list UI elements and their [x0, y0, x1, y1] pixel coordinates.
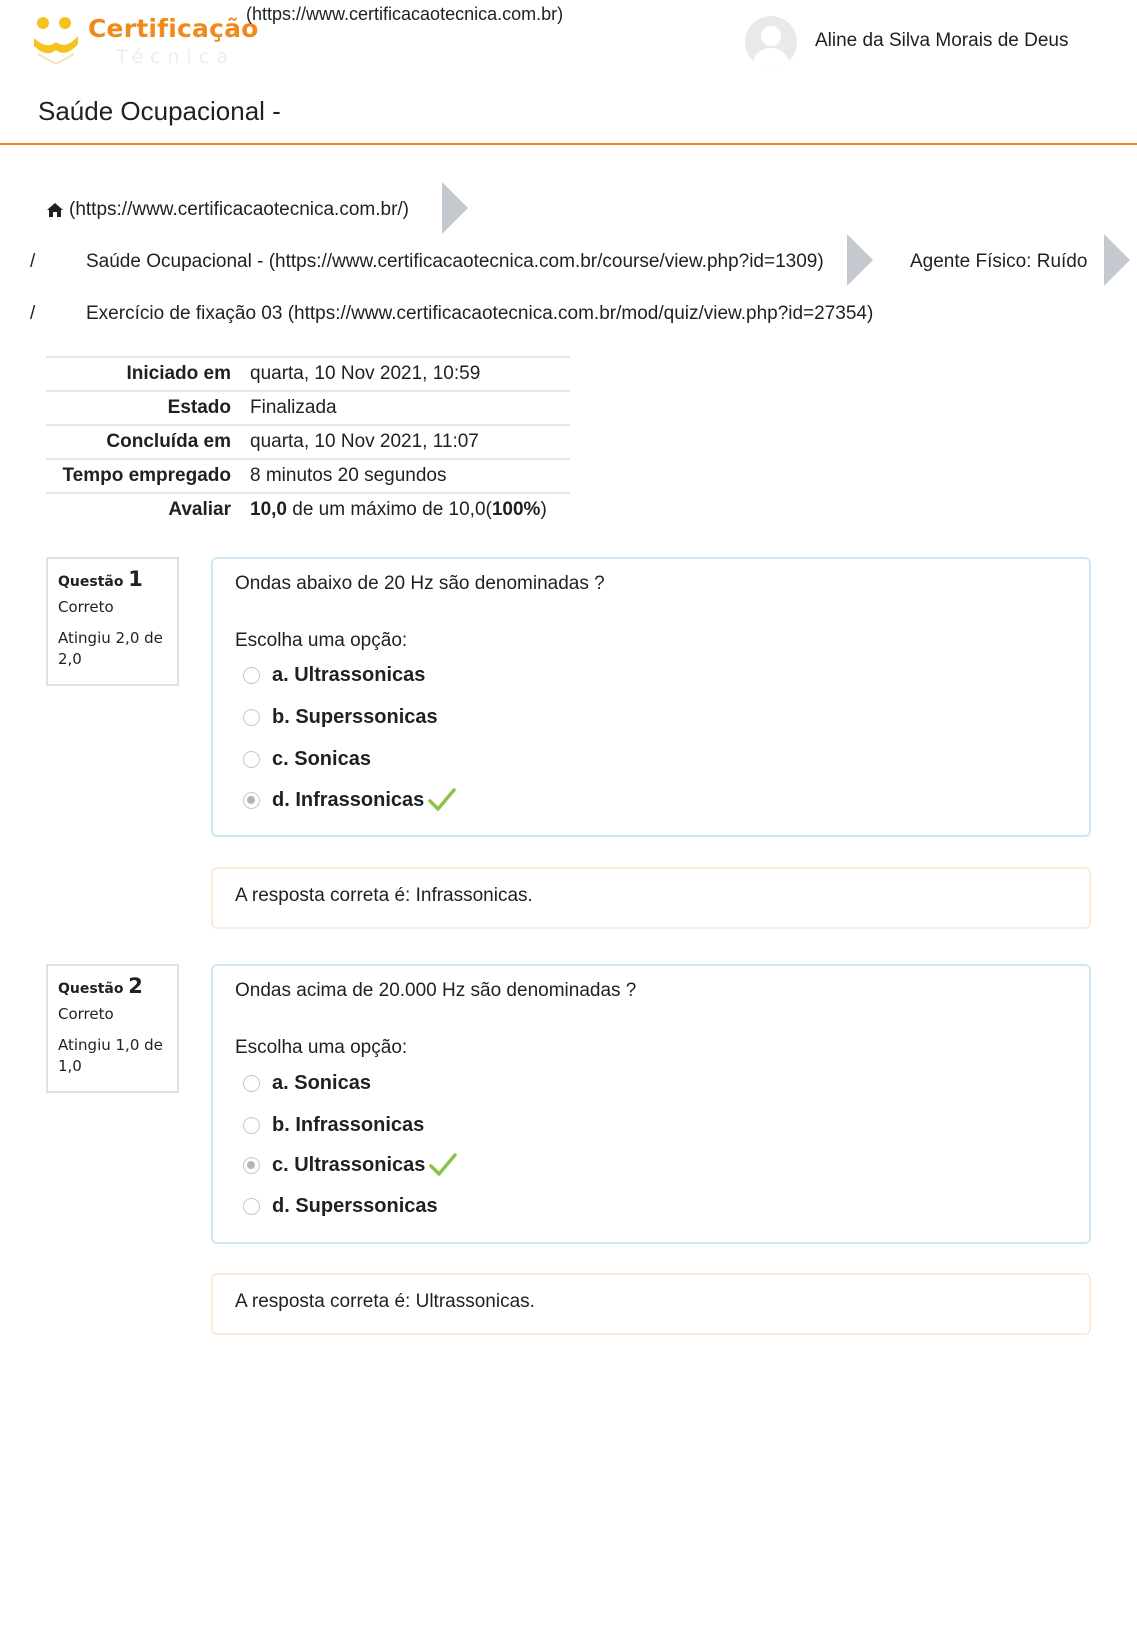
question-info-box [46, 557, 179, 686]
page-title: Saúde Ocupacional - [38, 96, 281, 126]
summary-value: quarta, 10 Nov 2021, 10:59 [250, 357, 570, 391]
radio-button[interactable] [243, 1198, 260, 1215]
header-divider [0, 143, 1137, 145]
question-mark: Atingiu 2,0 de 2,0 [58, 629, 163, 668]
option-prompt: Escolha uma opção: [235, 630, 408, 651]
option-label: a. Ultrassonicas [272, 663, 426, 686]
question-label: Questão [58, 981, 124, 997]
breadcrumb-home-link[interactable]: (https://www.certificacaotecnica.com.br/) [69, 199, 409, 220]
option-label: a. Sonicas [272, 1071, 371, 1094]
home-icon[interactable] [46, 202, 64, 218]
answer-option[interactable] [243, 787, 456, 813]
grade-text-end: ) [540, 499, 547, 520]
summary-value: quarta, 10 Nov 2021, 11:07 [250, 425, 570, 459]
answer-option[interactable] [243, 704, 438, 730]
question-mark: Atingiu 1,0 de 1,0 [58, 1036, 163, 1075]
summary-row [46, 425, 570, 459]
breadcrumb-quiz-link[interactable]: Exercício de fixação 03 (https://www.certificacaotecnica.com.br/mod/quiz/view.php?id=27354) [86, 303, 874, 324]
option-label: b. Superssonicas [272, 705, 438, 728]
summary-row-grade [46, 493, 570, 526]
question-content-box [211, 964, 1091, 1244]
summary-value: Finalizada [250, 391, 570, 425]
summary-label: Iniciado em [46, 357, 250, 391]
answer-option[interactable] [243, 1193, 438, 1219]
logo-text: Certificação [88, 14, 259, 43]
correct-check-icon [428, 788, 456, 812]
attempt-summary-table [46, 356, 570, 526]
radio-button[interactable] [243, 1117, 260, 1134]
summary-value: 8 minutos 20 segundos [250, 459, 570, 493]
summary-row [46, 357, 570, 391]
question-content-box [211, 557, 1091, 837]
user-avatar[interactable] [745, 16, 797, 68]
grade-value [250, 493, 570, 526]
option-label: c. Ultrassonicas [272, 1153, 426, 1176]
option-label: d. Superssonicas [272, 1194, 438, 1217]
summary-label: Concluída em [46, 425, 250, 459]
radio-button[interactable] [243, 1075, 260, 1092]
correct-answer-text: A resposta correta é: Ultrassonicas. [235, 1291, 535, 1312]
radio-button[interactable] [243, 667, 260, 684]
summary-label: Avaliar [46, 493, 250, 526]
grade-score: 10,0 [250, 499, 287, 520]
answer-option[interactable] [243, 1152, 457, 1178]
radio-button[interactable] [243, 751, 260, 768]
radio-button-selected[interactable] [243, 1157, 260, 1174]
feedback-box [211, 1273, 1091, 1335]
option-prompt: Escolha uma opção: [235, 1037, 408, 1058]
question-number: 1 [128, 567, 143, 591]
header-url[interactable]: (https://www.certificacaotecnica.com.br) [246, 4, 564, 24]
question-label: Questão [58, 574, 124, 590]
feedback-box [211, 867, 1091, 929]
answer-option[interactable] [243, 1070, 371, 1096]
answer-option[interactable] [243, 746, 371, 772]
summary-row [46, 459, 570, 493]
option-label: b. Infrassonicas [272, 1113, 425, 1136]
breadcrumb-course-link[interactable]: Saúde Ocupacional - (https://www.certificacaotecnica.com.br/course/view.php?id=1309) [86, 251, 824, 272]
question-status: Correto [58, 598, 114, 616]
breadcrumb-arrow-icon [442, 182, 468, 234]
option-label: c. Sonicas [272, 747, 371, 770]
avatar-icon [745, 16, 797, 68]
question-text: Ondas acima de 20.000 Hz são denominadas ? [235, 980, 637, 1001]
summary-label: Tempo empregado [46, 459, 250, 493]
breadcrumb-separator: / [30, 251, 36, 272]
logo-subtext: Técnica [116, 46, 235, 68]
correct-answer-text: A resposta correta é: Infrassonicas. [235, 885, 533, 906]
radio-button-selected[interactable] [243, 792, 260, 809]
summary-row [46, 391, 570, 425]
answer-option[interactable] [243, 662, 425, 688]
question-text: Ondas abaixo de 20 Hz são denominadas ? [235, 573, 605, 594]
breadcrumb-section-link[interactable]: Agente Físico: Ruído [910, 251, 1088, 272]
grade-percent: 100% [491, 499, 541, 520]
summary-label: Estado [46, 391, 250, 425]
option-label: d. Infrassonicas [272, 788, 425, 811]
question-number: 2 [128, 974, 143, 998]
breadcrumb-arrow-icon [1104, 234, 1130, 286]
question-info-box [46, 964, 179, 1093]
site-logo[interactable] [30, 10, 259, 68]
radio-button[interactable] [243, 709, 260, 726]
answer-option[interactable] [243, 1112, 424, 1138]
logo-figures-icon [32, 14, 86, 64]
correct-check-icon [429, 1153, 457, 1177]
question-status: Correto [58, 1005, 114, 1023]
grade-text: de um máximo de 10,0( [286, 499, 492, 520]
breadcrumb-arrow-icon [847, 234, 873, 286]
breadcrumb-separator: / [30, 303, 36, 324]
user-name[interactable]: Aline da Silva Morais de Deus [815, 30, 1069, 51]
